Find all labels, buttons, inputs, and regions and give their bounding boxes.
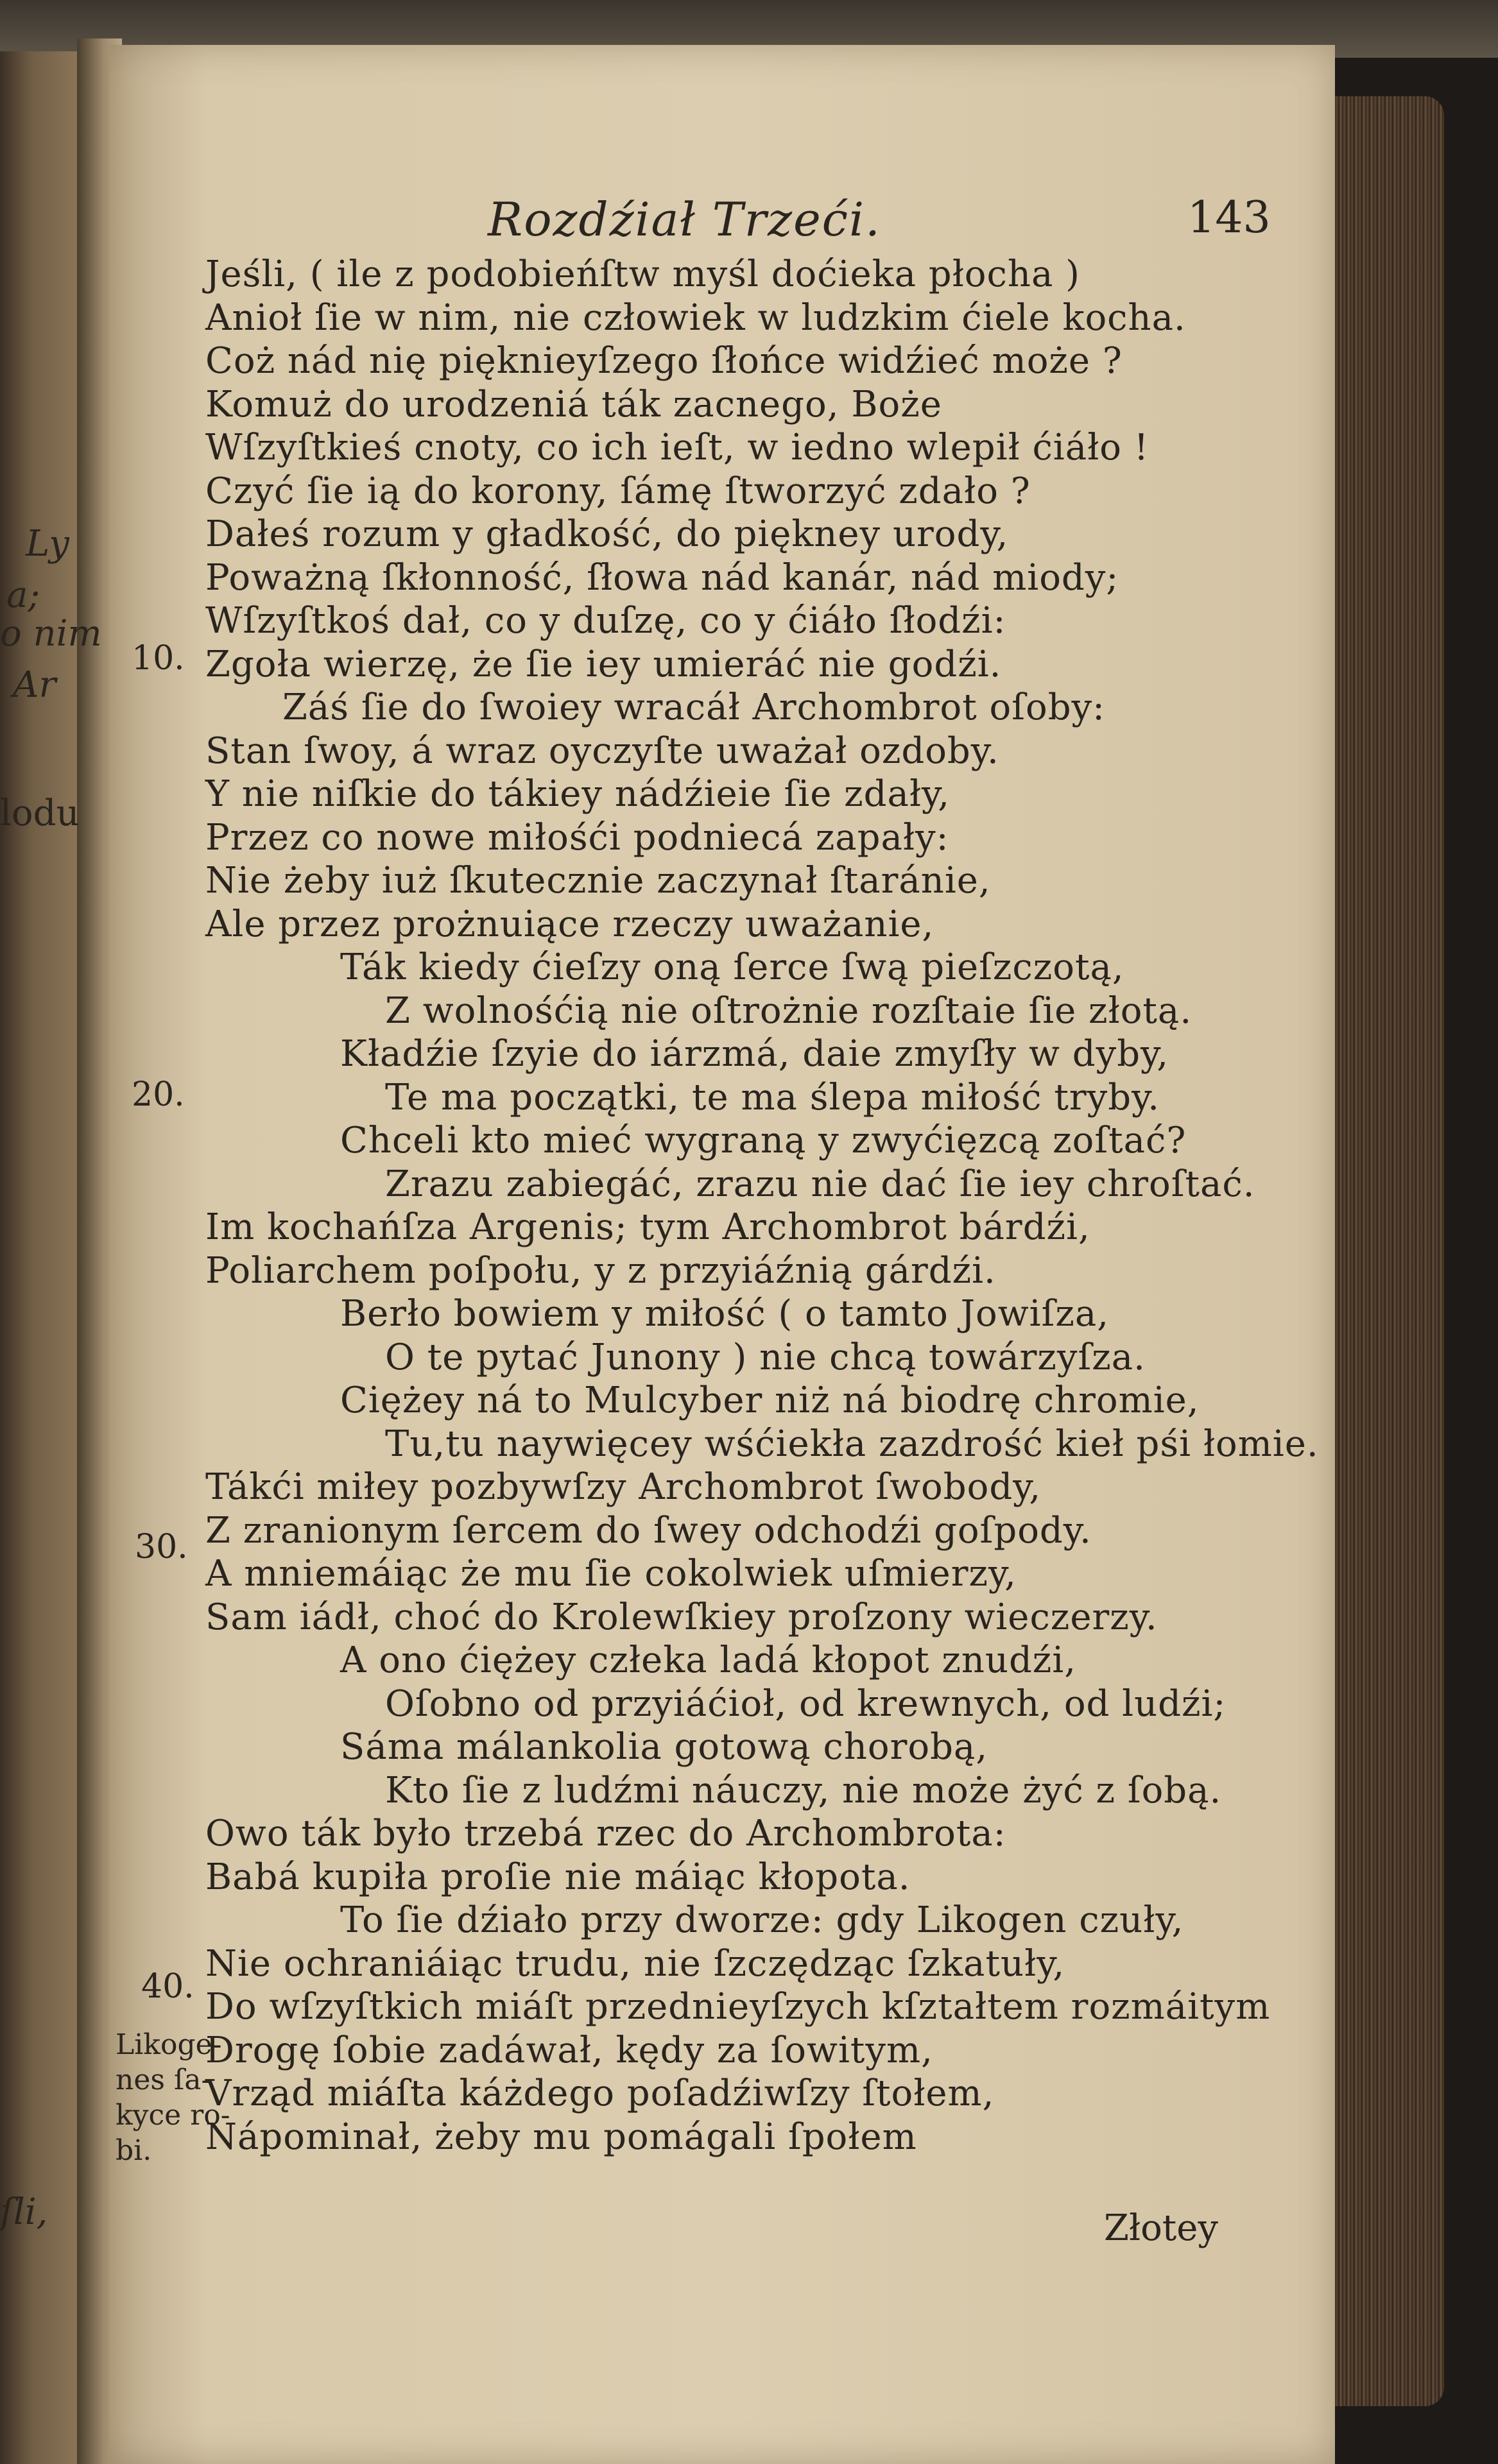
poem-line: Te ma początki, te ma ślepa miłość tryby. (385, 1077, 1160, 1118)
catchword: Złotey (1104, 2207, 1219, 2249)
poem-line: Przez co nowe miłośći podniecá zapały: (205, 817, 949, 859)
line-number: 20. (132, 1075, 185, 1114)
poem-line: Y nie niſkie do tákiey nádźieie ſie zdały, (205, 773, 951, 815)
poem-line: Dałeś rozum y gładkość, do piękney urody, (205, 513, 1009, 555)
line-number: 30. (135, 1528, 188, 1566)
page-number: 143 (1187, 193, 1271, 243)
poem-line: To ſie dźiało przy dworze: gdy Likogen czuły, (340, 1899, 1184, 1941)
facing-page-fragment: Ly (26, 523, 69, 565)
poem-line: Kto ſie z ludźmi náuczy, nie może żyć z ſobą. (385, 1770, 1222, 1811)
poem-line: O te pytać Junony ) nie chcą towárzyſza. (385, 1337, 1146, 1378)
facing-page-fragment: ſli, (0, 2191, 48, 2233)
sidenote-line: Likoge- (116, 2028, 222, 2061)
facing-page (0, 51, 77, 2464)
poem-line: Tu,tu naywięcey wśćiekła zazdrość kieł pśi łomie. (385, 1423, 1319, 1465)
poem-line: Ták kiedy ćieſzy oną ſerce ſwą pieſzczotą, (340, 946, 1124, 988)
page-title: Rozdźiał Trzeći. (488, 193, 881, 246)
poem-line: Wſzyſtkieś cnoty, co ich ieſt, w iedno wlepił ćiáło ! (205, 427, 1149, 468)
poem-line: Ciężey ná to Mulcyber niż ná biodrę chromie, (340, 1380, 1200, 1421)
poem-line: Nie żeby iuż ſkutecznie zaczynał ſtaránie, (205, 860, 991, 902)
poem-line: Z wolnośćią nie oſtrożnie rozſtaie ſie złotą. (385, 990, 1192, 1032)
sidenote-line: kyce ro- (116, 2099, 230, 2132)
poem-line: Zrazu zabiegáć, zrazu nie dać ſie iey chroſtać. (385, 1163, 1255, 1205)
facing-page-fragment: lodu (0, 792, 80, 834)
poem-line: Poważną ſkłonność, ſłowa nád kanár, nád miody; (205, 557, 1119, 599)
poem-line: Stan ſwoy, á wraz oyczyſte uważał ozdoby. (205, 730, 999, 772)
poem-line: Jeśli, ( ile z podobieńſtw myśl doćieka płocha ) (205, 253, 1080, 295)
poem-line: Vrząd miáſta káżdego poſadźiwſzy ſtołem, (205, 2073, 995, 2114)
poem-line: A ono ćiężey człeka ladá kłopot znudźi, (340, 1639, 1077, 1681)
poem-line: Poliarchem poſpołu, y z przyiáźnią gárdźi. (205, 1250, 996, 1292)
poem-line: Zgoła wierzę, że ſie iey umieráć nie godźi. (205, 644, 1002, 685)
poem-line: A mniemáiąc że mu ſie cokolwiek uſmierzy, (205, 1553, 1017, 1595)
poem-line: Kładźie ſzyie do iárzmá, daie zmyſły w dyby, (340, 1033, 1169, 1075)
poem-line: Do wſzyſtkich miáſt przednieyſzych kſztałtem rozmáitym (205, 1986, 1271, 2028)
poem-line: Nie ochraniáiąc trudu, nie ſzczędząc ſzkatuły, (205, 1943, 1065, 1985)
line-number: 40. (141, 1967, 194, 2006)
sidenote-line: nes ſa- (116, 2064, 211, 2096)
poem-line: Oſobno od przyiáćioł, od krewnych, od ludźi; (385, 1683, 1227, 1725)
poem-line: Im kochańſza Argenis; tym Archombrot bárdźi, (205, 1206, 1090, 1248)
page-edges (1335, 96, 1444, 2406)
facing-page-fragment: Ar (13, 664, 56, 706)
poem-line: Coż nád nię pięknieyſzego ſłońce widźieć może ? (205, 340, 1123, 382)
facing-page-fragment: a; (6, 574, 40, 616)
line-number: 10. (132, 639, 185, 678)
poem-line: Babá kupiła proſie nie máiąc kłopota. (205, 1856, 911, 1898)
poem-line: Drogę ſobie zadáwał, kędy za ſowitym, (205, 2030, 933, 2071)
sidenote-line: bi. (116, 2134, 152, 2167)
poem-line: Czyć ſie ią do korony, ſámę ſtworzyć zdało ? (205, 470, 1031, 512)
poem-line: Owo ták było trzebá rzec do Archombrota: (205, 1813, 1006, 1854)
poem-line: Nápominał, żeby mu pomágali ſpołem (205, 2116, 917, 2158)
poem-line: Anioł ſie w nim, nie człowiek w ludzkim ćiele kocha. (205, 297, 1186, 339)
poem-line: Tákći miłey pozbywſzy Archombrot ſwobody, (205, 1466, 1042, 1508)
poem-line: Záś ſie do ſwoiey wracáł Archombrot oſoby: (282, 687, 1106, 728)
poem-line: Sam iádł, choć do Krolewſkiey proſzony wieczerzy. (205, 1596, 1158, 1638)
poem-line: Komuż do urodzeniá ták zacnego, Boże (205, 384, 942, 425)
poem-line: Sáma málankolia gotową chorobą, (340, 1726, 988, 1768)
poem-line: Wſzyſtkoś dał, co y duſzę, co y ćiáło ſłodźi: (205, 600, 1006, 642)
poem-line: Z zranionym ſercem do ſwey odchodźi goſpody. (205, 1510, 1092, 1552)
facing-page-fragment: o nim (0, 613, 102, 654)
poem-line: Berło bowiem y miłość ( o tamto Jowiſza, (340, 1293, 1110, 1335)
poem-line: Ale przez prożnuiące rzeczy uważanie, (205, 903, 934, 945)
poem-line: Chceli kto mieć wygraną y zwyćięzcą zoſtać? (340, 1120, 1187, 1161)
